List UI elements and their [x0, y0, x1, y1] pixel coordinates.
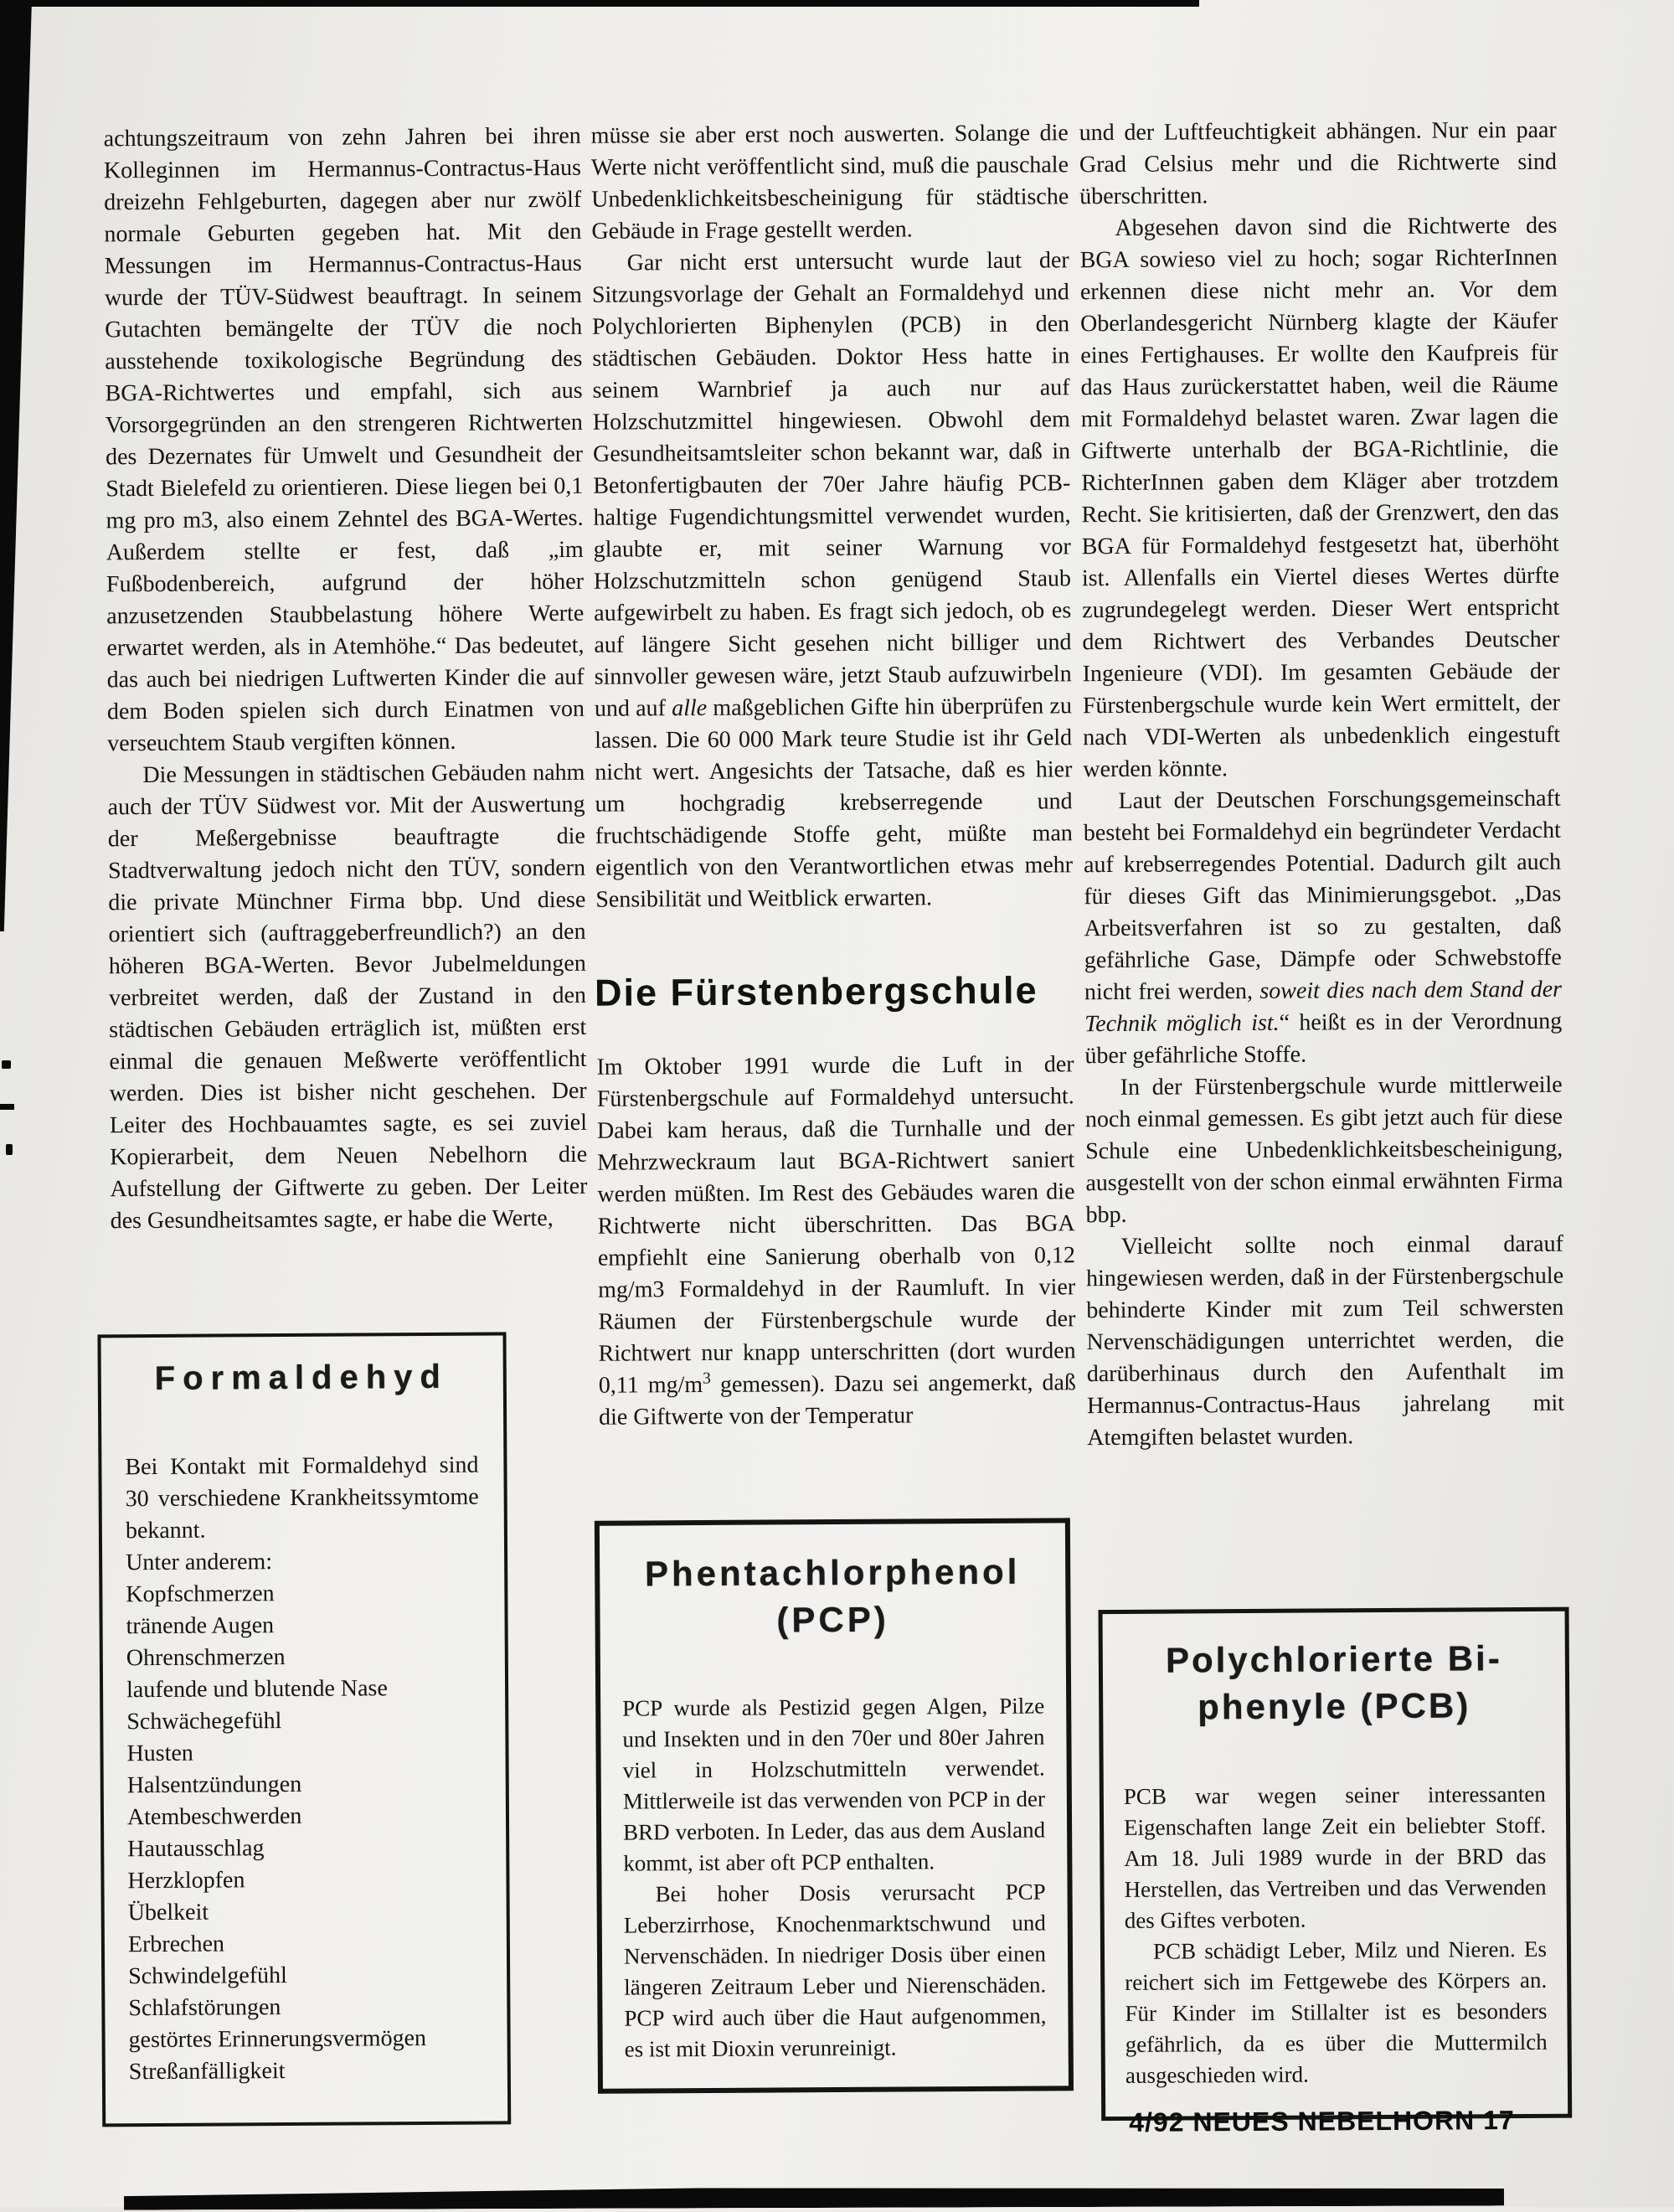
symptom-item: Übelkeit: [127, 1899, 209, 1926]
scan-artifact-speck: [2, 1060, 11, 1069]
paragraph: [596, 1049, 1076, 1433]
pcp-box-title: [621, 1549, 1044, 1645]
paragraph: müsse sie aber erst noch auswerten. Solange die Werte nicht veröffentlicht sind, muß die pauschale Unbedenklichkeitsbescheinigung für städtische Gebäude in Frage gestellt werden.: [590, 120, 1069, 245]
column-left: [104, 121, 594, 2127]
symptom-item: tränende Augen: [126, 1612, 275, 1640]
paragraph: Vielleicht sollte noch einmal darauf hingewiesen werden, daß in der Fürstenbergschule behinderte Kinder mit zum Teil schwersten Nervenschädigungen unterrichtet werden, die darüberhinaus durch den Aufenthalt im Hermannus-Contractus-Haus jahrelang mit Atemgiften belastet wurden.: [1085, 1230, 1565, 1451]
paragraph: [592, 245, 1074, 915]
paragraph-run: maßgeblichen Gifte hin überprüfen zu lassen. Die 60 000 Mark teure Studie ist ihr Geld nicht wert. Angesichts der Tatsache, daß es hier um hochgradig krebserregende und fruchtschädigende Stoffe geht, müßte man eigentlich von den Verantwortlichen etwas mehr Sensibilität und Weitblick erwarten.: [595, 693, 1074, 913]
pcp-box-body: [622, 1691, 1047, 2065]
symptom-item: Hautausschlag: [127, 1835, 265, 1863]
column-right: [1079, 115, 1569, 2121]
paragraph: Abgesehen davon sind die Richtwerte des BGA sowieso viel zu hoch; sogar RichterInnen erkennen diese nicht mehr an. Vor dem Oberlandesgericht Nürnberg klagte der Käufer eines Fertighauses. Er wollte den Kaufpreis für das Haus zurückerstattet haben, weil die Räume mit Formaldehyd belastet waren. Zwar lagen die Giftwerte unterhalb der BGA-Richtlinie, die RichterInnen gaben dem Kläger aber trotzdem Recht. Sie kritisierten, daß der Grenzwert, den das BGA für Formaldehyd festgesetzt hat, überhöht ist. Allenfalls ein Viertel dieses Wertes dürfte zugrundegelegt werden. Dieser Wert entspricht dem Richtwert des Verbandes Deutscher Ingenieure (VDI). Im gesamten Gebäude der Fürstenbergschule wurde kein Wert ermittelt, der nach VDI-Werten als unbedenklich eingestuft werden könnte.: [1079, 212, 1561, 783]
pcb-title-line2: phenyle (PCB): [1198, 1685, 1471, 1727]
paragraph-run: Gar nicht erst untersucht wurde laut der Sitzungsvorlage der Gehalt an Formaldehyd und Polychlorierten Biphenylen (PCB) in den städtischen Gebäuden. Doktor Hess hatte in seinem Warnbrief ja auch nur auf Holzschutzmittel hingewiesen. Obwohl dem Gesundheitsamtsleiter schon bekannt war, daß in Betonfertigbauten der 70er Jahre häufig PCB-haltige Fugendichtungsmittel verwendet wurden, glaubte er, mit seiner Warnung vor Holzschutzmitteln schon genügend Staub aufgewirbelt zu haben. Es fragt sich jedoch, ob es auf längere Sicht gesehen nicht billiger und sinnvoller gewesen wäre, jetzt Staub aufzuwirbeln und auf: [591, 247, 1072, 722]
paragraph: PCP wurde als Pestizid gegen Algen, Pilze und Insekten und in den 70er und 80er Jahren viel in Holzschutmitteln verwendet. Mittlerweile ist das verwenden von PCP in der BRD verboten. In Leder, das aus dem Ausland kommt, ist aber oft PCP enthalten.: [622, 1693, 1046, 1876]
formaldehyd-intro-lead: Unter anderem:: [126, 1549, 273, 1576]
paragraph-run: Laut der Deutschen Forschungsgemeinschaft besteht bei Formaldehyd ein begründeter Verdacht auf krebserregendes Potential. Dadurch gilt auch für dieses Gift das Minimierungsgebot. „Das Arbeitsverfahren ist so zu gestalten, daß gefährliche Gase, Dämpfe oder Schwebstoffe nicht frei werden,: [1083, 785, 1562, 1006]
paragraph: [1083, 783, 1562, 1072]
symptom-item: Schwächegefühl: [126, 1708, 282, 1735]
paragraph-run: Im Oktober 1991 wurde die Luft in der Fürstenbergschule auf Formaldehyd untersucht. Dabei kam heraus, daß die Turnhalle und der Mehrzweckraum laut BGA-Richtwert saniert werden müßten. Im Rest des Gebäudes waren die Richtwerte nicht überschritten. Das BGA empfiehlt eine Sanierung oberhalb von 0,12 mg/m3 Formaldehyd in der Raumluft. In vier Räumen der Fürstenbergschule wurde der Richtwert nur knapp unterschritten (dort wurden 0,11 mg/m: [596, 1051, 1076, 1399]
formaldehyd-box-title: Formaldehyd: [154, 1358, 449, 1397]
formaldehyd-intro: Bei Kontakt mit Formaldehyd sind 30 verschiedene Krankheitssymtome bekannt.: [125, 1451, 479, 1544]
paragraph-run: “ heißt es in der Verordnung über gefährliche Stoffe.: [1084, 1008, 1563, 1070]
paragraph: In der Fürstenbergschule wurde mittlerweile noch einmal gemessen. Es gibt jetzt auch für diese Schule eine Unbedenklichkeitsbescheinigung, ausgestellt von der schon einmal erwähnten Firma bbp.: [1084, 1071, 1563, 1229]
pcp-title-line2: (PCP): [776, 1599, 889, 1640]
paragraph: PCB war wegen seiner interessanten Eigenschaften lange Zeit ein beliebter Stoff. Am 18. Juli 1989 wurde in der BRD das Herstellen, das Vertreiben und das Verwenden des Giftes verboten.: [1123, 1781, 1547, 1933]
symptom-item: Schlafstörungen: [128, 1994, 281, 2022]
column-middle: [591, 117, 1080, 2093]
paragraph: und der Luftfeuchtigkeit abhängen. Nur ein paar Grad Celsius mehr und die Richtwerte sind überschritten.: [1079, 116, 1558, 210]
symptom-item: Atembeschwerden: [126, 1802, 302, 1831]
pcb-box-title: [1123, 1635, 1546, 1731]
symptom-item: gestörtes Erinnerungsvermögen: [128, 2025, 427, 2054]
formaldehyd-infobox: [97, 1332, 511, 2127]
pcb-title-line1: Polychlorierte Bi-: [1165, 1638, 1502, 1680]
symptom-item: Halsentzündungen: [126, 1771, 302, 1799]
paragraph: Die Messungen in städtischen Gebäuden nahm auch der TÜV Südwest vor. Mit der Auswertung der Meßergebnisse beauftragte die Stadtverwaltung jedoch nicht den TÜV, sondern die private Münchner Firma bbp. Und diese orientiert sich (auftraggeberfreundlich?) an den höheren BGA-Werten. Bevor Jubelmeldungen verbreitet werden, daß der Zustand in den städtischen Gebäuden erträglich ist, müßten erst einmal die genauen Meßwerte veröffentlicht werden. Dies ist bisher nicht geschehen. Der Leiter des Hochbauamtes sagte, es sei zuviel Kopierarbeit, dem Neuen Nebelhorn die Aufstellung der Giftwerte zu geben. Der Leiter des Gesundheitsamtes sagte, er habe die Werte,: [107, 759, 588, 1235]
emphasized-word: alle: [672, 694, 708, 722]
scan-artifact-speck: [6, 1144, 13, 1155]
symptom-item: Herzklopfen: [127, 1867, 245, 1895]
symptom-item: Husten: [126, 1740, 193, 1767]
pcb-infobox: [1099, 1607, 1573, 2121]
scan-artifact-top-edge-line: [0, 0, 1199, 7]
symptom-item: Erbrechen: [127, 1931, 225, 1958]
pcb-box-body: [1124, 1779, 1548, 2091]
symptom-item: laufende und blutende Nase: [126, 1675, 388, 1704]
pcp-infobox: [595, 1518, 1074, 2093]
emphasized-quote: soweit dies nach dem Stand der Technik möglich ist.: [1084, 976, 1563, 1038]
section-heading-fuerstenbergschule: Die Fürstenbergschule: [594, 968, 1038, 1014]
symptom-item: Streßanfälligkeit: [128, 2058, 286, 2086]
paragraph-run: gemessen). Dazu sei angemerkt, daß die Giftwerte von der Temperatur: [598, 1369, 1076, 1431]
symptom-item: Ohrenschmerzen: [126, 1644, 286, 1672]
page-footer-magazine-issue: 4/92 NEUES NEBELHORN 17: [1129, 2105, 1515, 2137]
scan-artifact-speck: [0, 1104, 14, 1110]
paragraph: PCB schädigt Leber, Milz und Nieren. Es reichert sich im Fettgewebe des Körpers an. Für Kinder im Stillalter ist es besonders gefährlich, da es über die Muttermilch ausgeschieden wird.: [1125, 1936, 1548, 2088]
symptom-item: Kopfschmerzen: [126, 1580, 275, 1608]
pcp-title-line1: Phentachlorphenol: [644, 1551, 1021, 1594]
superscript-exponent: 3: [703, 1369, 711, 1388]
symptom-item: Schwindelgefühl: [128, 1962, 287, 1990]
paragraph: achtungszeitraum von zehn Jahren bei ihren Kolleginnen im Hermannus-Contractus-Haus dreizehn Fehlgeburten, dagegen aber nur zwölf normale Geburten gegeben hat. Mit den Messungen im Hermannus-Contractus-Haus wurde der TÜV-Südwest beauftragt. In seinem Gutachten bemängelte der TÜV die noch ausstehende toxikologische Begründung des BGA-Richtwertes und empfahl, sich aus Vorsorgegründen an den strengeren Richtwerten des Dezernates für Umwelt und Gesundheit der Stadt Bielefeld zu orientieren. Diese liegen bei 0,1 mg pro m3, also einem Zehntel des BGA-Wertes. Außerdem stellte er fest, daß „im Fußbodenbereich, aufgrund der höher anzusetzenden Staubbelastung höhere Werte erwartet werden, als in Atemhöhe.“ Das bedeutet, das auch bei niedrigen Luftwerten Kinder die auf dem Boden spielen sich durch Einatmen von verseuchtem Staub vergiften können.: [103, 122, 585, 757]
paragraph: Bei hoher Dosis verursacht PCP Leberzirrhose, Knochenmarktschwund und Nervenschäden. In niedriger Dosis über einen längeren Zeitraum Leber und Nierenschäden. PCP wird auch über die Haut aufgenommen, es ist mit Dioxin verunreinigt.: [623, 1879, 1047, 2062]
